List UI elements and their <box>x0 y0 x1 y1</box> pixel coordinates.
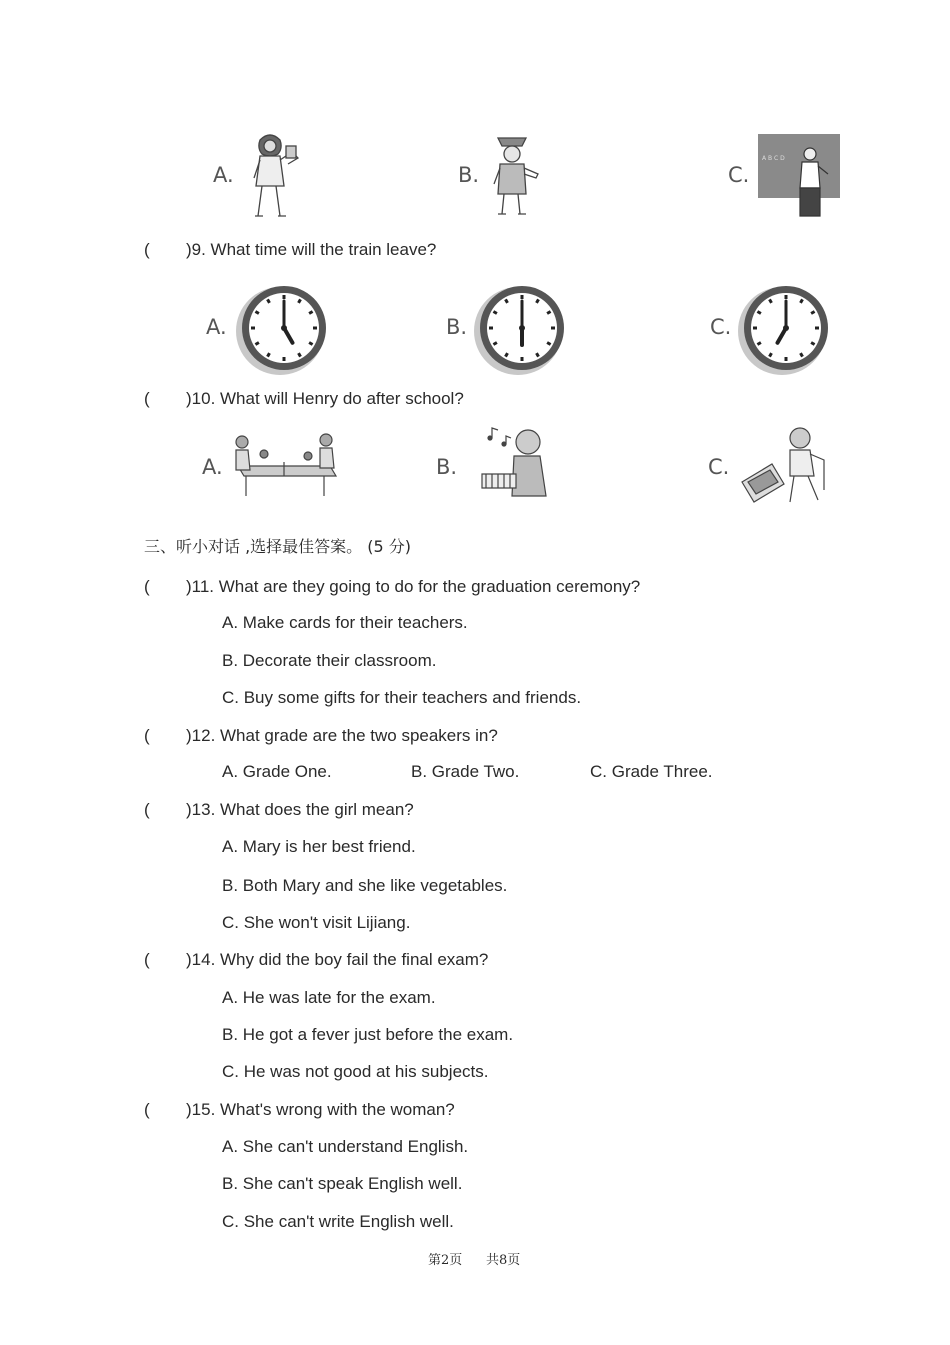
q10-question-text: )10. What will Henry do after school? <box>186 389 464 408</box>
q12-option-b: B. Grade Two. <box>411 762 520 781</box>
q15-question-text: )15. What's wrong with the woman? <box>186 1100 455 1119</box>
clock-tick <box>299 353 301 356</box>
q14-option-b: B. He got a fever just before the exam. <box>222 1025 514 1044</box>
q13-option-a: A. Mary is her best friend. <box>222 837 416 856</box>
q9-option-c-letter: C. <box>710 315 732 339</box>
clock-tick <box>801 299 803 302</box>
q11-question-text: )11. What are they going to do for the graduation ceremony? <box>186 577 641 596</box>
clock-tick <box>309 343 312 345</box>
q10-option-a-letter: A. <box>202 455 223 479</box>
q11-option-b: B. Decorate their classroom. <box>222 651 437 670</box>
clock-tick <box>255 343 258 345</box>
clock-tick <box>547 343 550 345</box>
q9-option-b-letter: B. <box>446 315 468 339</box>
q10-option-c-letter: C. <box>708 455 730 479</box>
piano-player-illustration <box>478 424 554 508</box>
clock-tick <box>506 353 508 356</box>
q15-option-b: B. She can't speak English well. <box>222 1174 463 1193</box>
clock-tick <box>268 353 270 356</box>
q11-option-c: C. Buy some gifts for their teachers and friends. <box>222 688 582 707</box>
clock-tick <box>811 343 814 345</box>
q11-option-a: A. Make cards for their teachers. <box>222 613 468 632</box>
footer-total-pages: 共8页 <box>486 1253 521 1268</box>
clock-tick <box>801 353 803 356</box>
clock-icon-c <box>738 280 834 376</box>
q8-option-a-letter: A. <box>213 163 234 187</box>
clock-tick <box>537 299 539 302</box>
blackboard-text: A B C D <box>762 155 785 162</box>
q9-answer-bracket[interactable]: ( <box>144 240 150 259</box>
q10-option-b-letter: B. <box>436 455 458 479</box>
watching-tv-illustration <box>738 424 834 508</box>
clock-center-pin <box>281 325 287 331</box>
clock-tick <box>493 343 496 345</box>
clock-tick <box>770 299 772 302</box>
clock-tick <box>299 299 301 302</box>
q8-option-c-letter: C. <box>728 163 750 187</box>
clock-tick <box>255 312 258 314</box>
q14-option-a: A. He was late for the exam. <box>222 988 436 1007</box>
clock-tick <box>770 353 772 356</box>
q15-option-c: C. She can't write English well. <box>222 1212 454 1231</box>
footer-page-number: 第2页 <box>428 1253 463 1268</box>
clock-tick <box>309 312 312 314</box>
q14-answer-bracket[interactable]: ( <box>144 950 150 969</box>
police-officer-illustration <box>482 130 544 220</box>
clock-icon-b <box>474 280 570 376</box>
q9-question-text: )9. What time will the train leave? <box>186 240 437 259</box>
clock-tick <box>757 343 760 345</box>
clock-tick <box>268 299 270 302</box>
clock-tick <box>506 299 508 302</box>
q13-option-b: B. Both Mary and she like vegetables. <box>222 876 508 895</box>
q13-question-text: )13. What does the girl mean? <box>186 800 414 819</box>
q10-answer-bracket[interactable]: ( <box>144 389 150 408</box>
q12-option-c: C. Grade Three. <box>590 762 713 781</box>
q13-answer-bracket[interactable]: ( <box>144 800 150 819</box>
q15-option-a: A. She can't understand English. <box>222 1137 469 1156</box>
q12-answer-bracket[interactable]: ( <box>144 726 150 745</box>
doctor-illustration <box>240 130 302 220</box>
clock-tick <box>493 312 496 314</box>
teacher-blackboard-illustration <box>758 134 840 218</box>
clock-tick <box>537 353 539 356</box>
q12-question-text: )12. What grade are the two speakers in? <box>186 726 498 745</box>
q12-option-a: A. Grade One. <box>222 762 332 781</box>
clock-center-pin <box>783 325 789 331</box>
clock-icon-a <box>236 280 332 376</box>
clock-tick <box>757 312 760 314</box>
clock-tick <box>811 312 814 314</box>
q14-option-c: C. He was not good at his subjects. <box>222 1062 489 1081</box>
clock-center-pin <box>519 325 525 331</box>
q9-option-a-letter: A. <box>206 315 227 339</box>
q14-question-text: )14. Why did the boy fail the final exam? <box>186 950 489 969</box>
q8-option-b-letter: B. <box>458 163 480 187</box>
q11-answer-bracket[interactable]: ( <box>144 577 150 596</box>
ping-pong-illustration <box>228 432 342 500</box>
q15-answer-bracket[interactable]: ( <box>144 1100 150 1119</box>
section3-heading: 三、听小对话 ,选择最佳答案。 (5 分) <box>144 537 412 556</box>
clock-tick <box>547 312 550 314</box>
q13-option-c: C. She won't visit Lijiang. <box>222 913 411 932</box>
